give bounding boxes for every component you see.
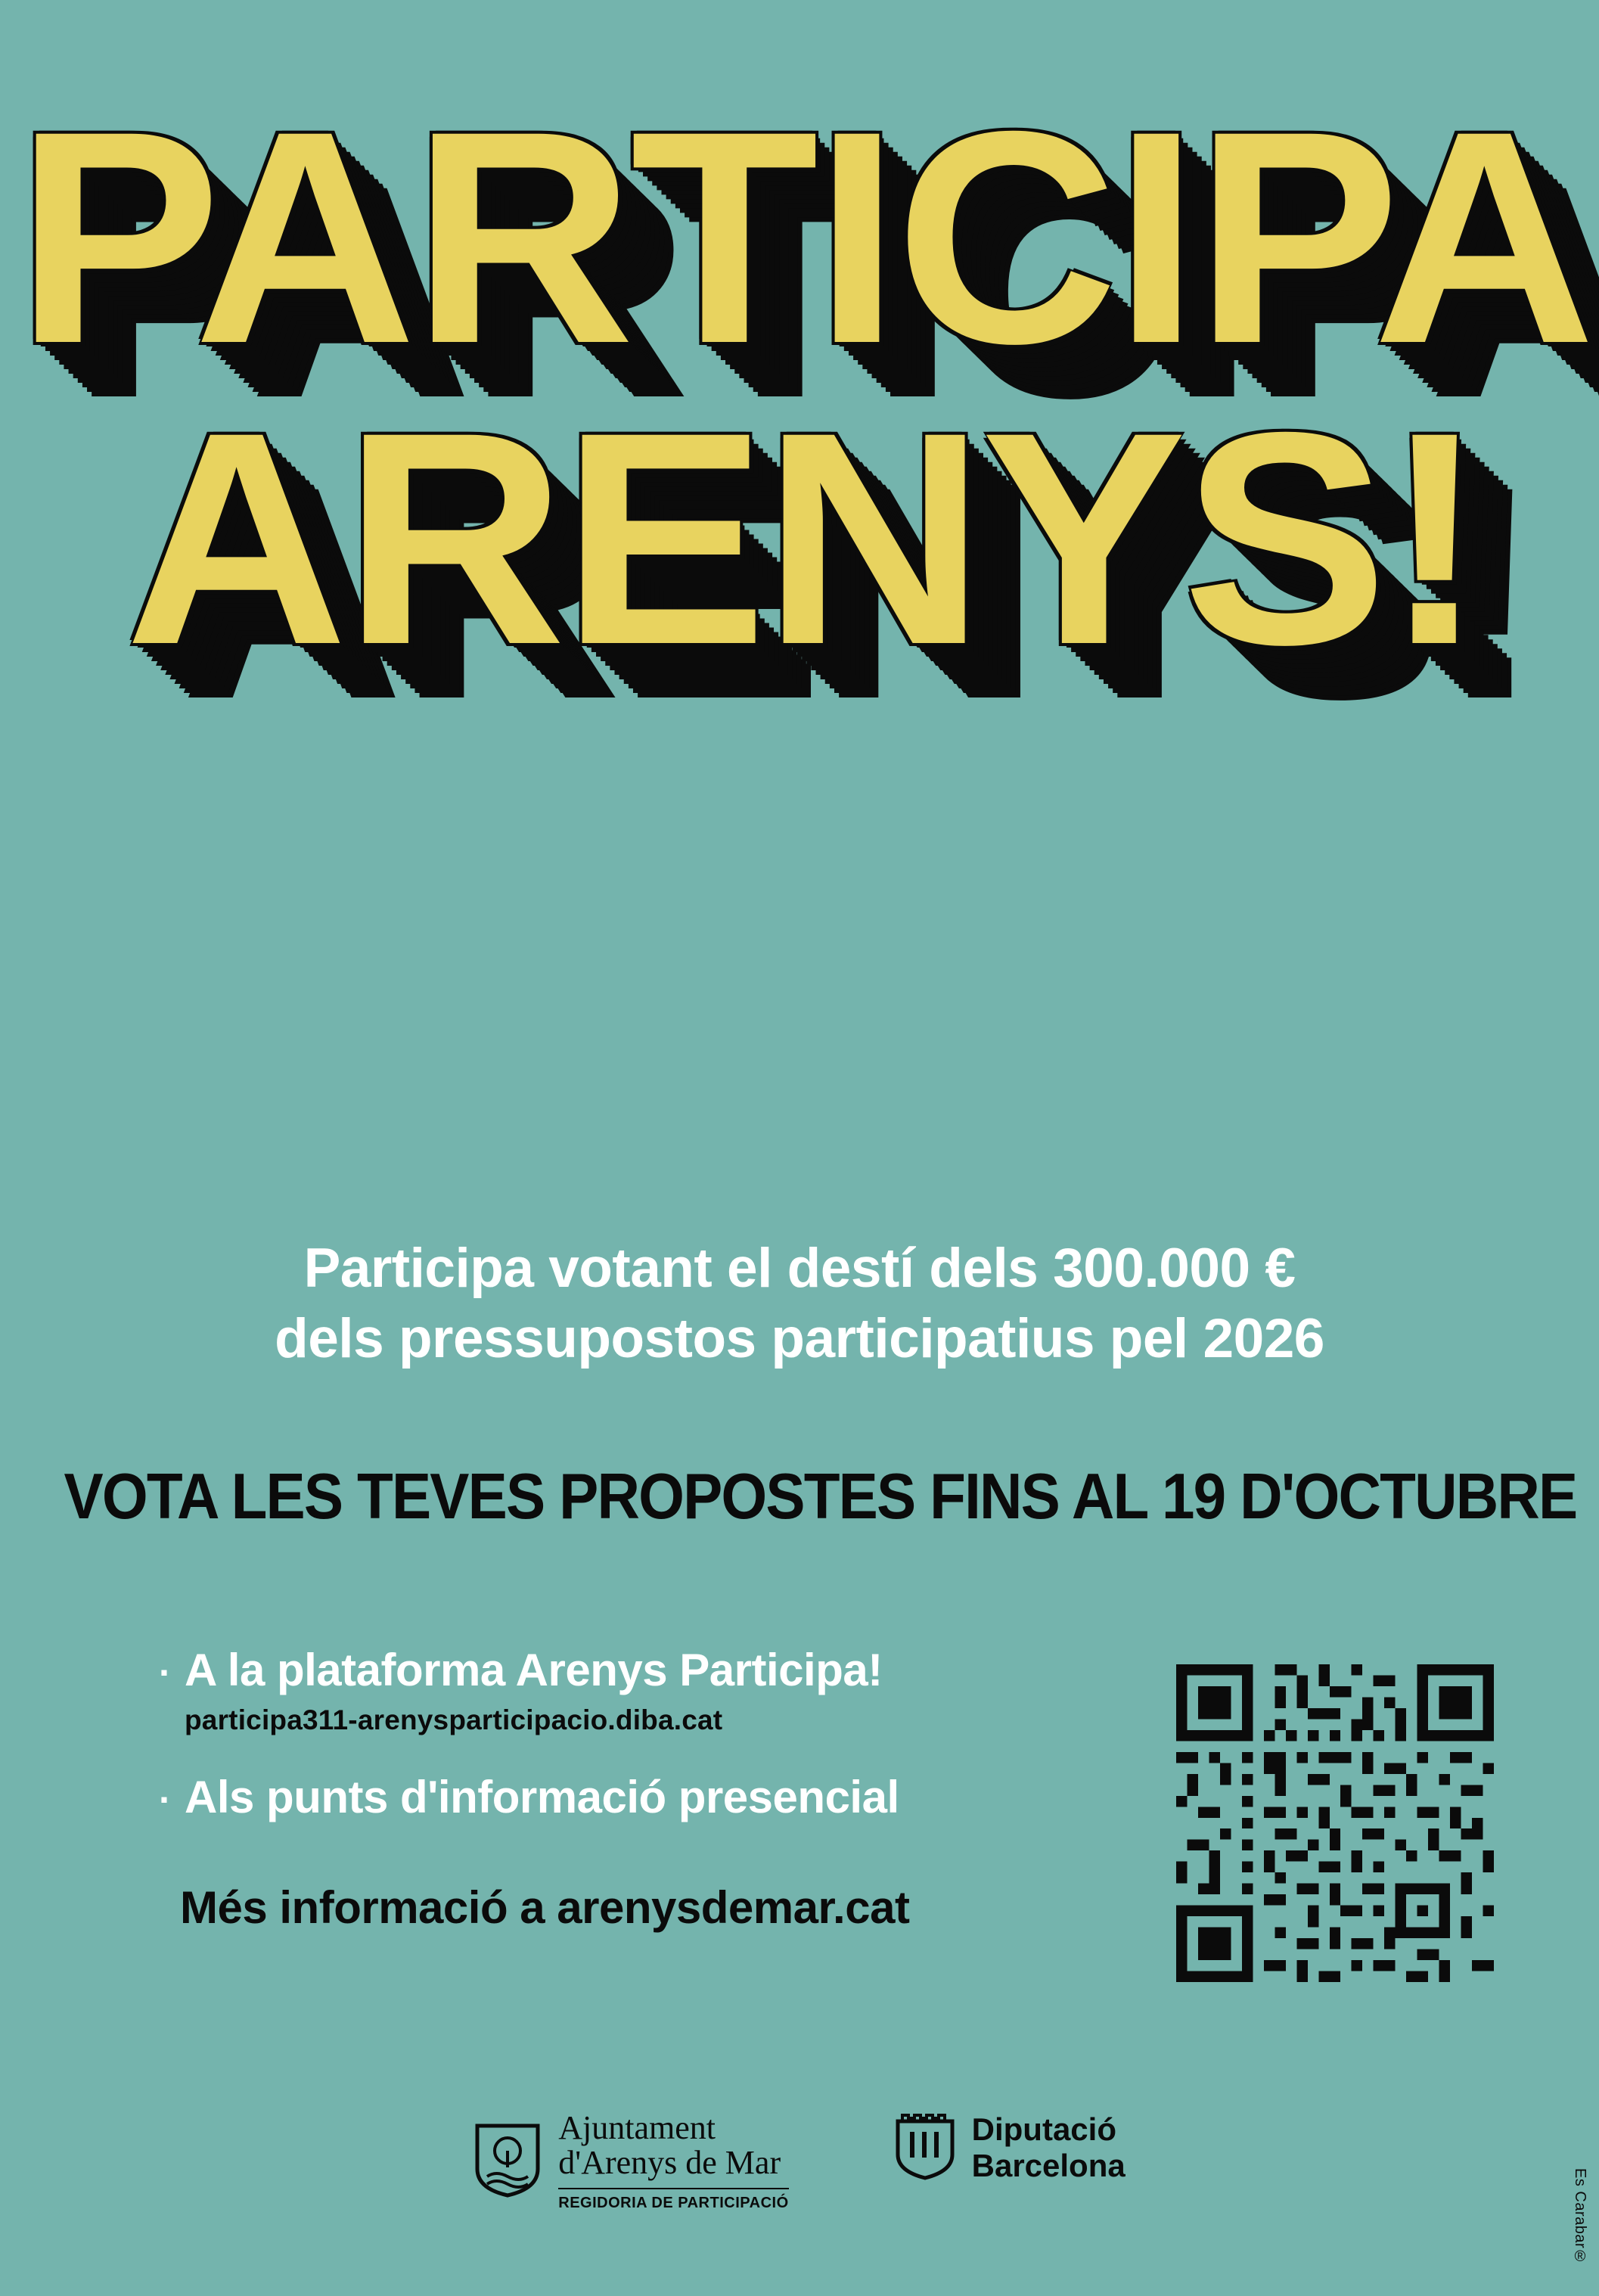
diputacio-line-1: Diputació [971,2111,1116,2148]
platform-url[interactable]: participa311-arenysparticipacio.diba.cat [185,1704,723,1735]
diputacio-crest-icon [895,2111,955,2184]
qr-code-icon[interactable] [1176,1664,1494,1982]
more-info-text[interactable]: Més informació a arenysdemar.cat [180,1882,910,1933]
bullet-icon: · [159,1779,172,1821]
info-item-platform [159,1645,1142,1695]
logo-diputacio [895,2111,1126,2184]
subtitle-line-2: dels pressupostos participatius pel 2026 [275,1308,1324,1370]
diputacio-line-2: Barcelona [971,2147,1126,2183]
headline-line-1: PARTICIPA [15,68,1591,406]
subtitle-line-1: Participa votant el destí dels 300.000 € [303,1238,1296,1299]
ajuntament-line-1: Ajuntament [558,2109,716,2146]
info-item-presencial [159,1772,1142,1822]
info-item-presencial-label: Als punts d'informació presencial [185,1772,899,1822]
ajuntament-wordmark [558,2111,788,2212]
headline-line-2: ARENYS! [125,369,1482,707]
ajuntament-line-2: d'Arenys de Mar [558,2144,781,2182]
footer-logos [0,2111,1599,2212]
headline-block [0,68,1599,707]
diputacio-wordmark [972,2111,1126,2183]
deadline-text: VOTA LES TEVES PROPOSTES FINS AL 19 D'OCTUBRE [64,1461,1577,1533]
info-item-platform-label: A la plataforma Arenys Participa! [185,1645,883,1695]
ajuntament-line-3: REGIDORIA DE PARTICIPACIÓ [558,2188,788,2212]
info-block [159,1645,1142,1934]
designer-credit: Es Carabar® [1572,2168,1588,2266]
ajuntament-shield-icon [473,2122,542,2201]
subtitle-block [0,1233,1599,1375]
bullet-icon: · [159,1651,172,1694]
logo-ajuntament [473,2111,788,2212]
